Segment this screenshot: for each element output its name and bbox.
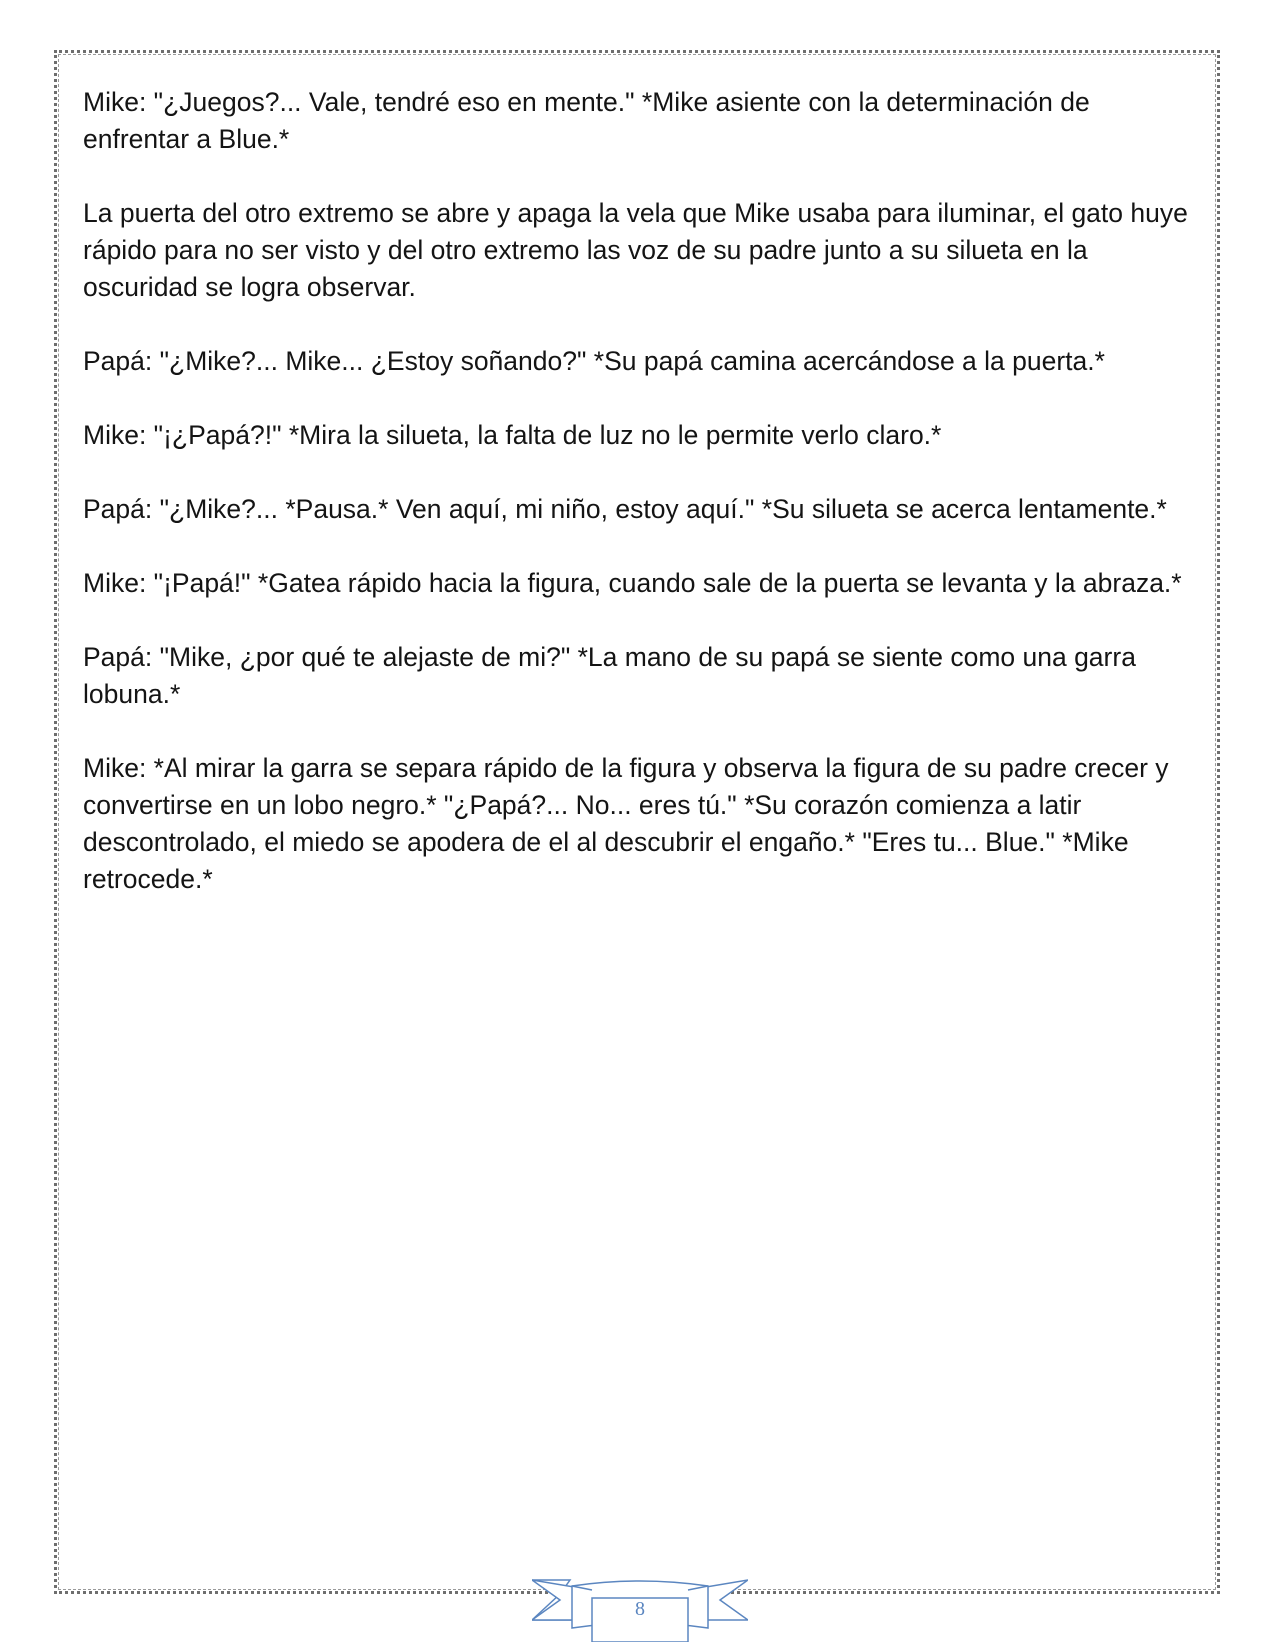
paragraph-4: Mike: "¡¿Papá?!" *Mira la silueta, la falta de luz no le permite verlo claro.* bbox=[83, 420, 942, 450]
page-number: 8 bbox=[635, 1598, 645, 1620]
paragraph-7: Papá: "Mike, ¿por qué te alejaste de mi?" *La mano de su papá se siente como una garra lobuna.* bbox=[83, 642, 1136, 709]
paragraph-5: Papá: "¿Mike?... *Pausa.* Ven aquí, mi niño, estoy aquí." *Su silueta se acerca lentamente.* bbox=[83, 494, 1167, 524]
paragraph-3: Papá: "¿Mike?... Mike... ¿Estoy soñando?" *Su papá camina acercándose a la puerta.* bbox=[83, 346, 1105, 376]
page-number-footer bbox=[532, 1572, 748, 1642]
paragraph-1: Mike: "¿Juegos?... Vale, tendré eso en mente." *Mike asiente con la determinación de enfrentar a Blue.* bbox=[83, 87, 1090, 154]
paragraph-8: Mike: *Al mirar la garra se separa rápido de la figura y observa la figura de su padre crecer y convertirse en un lobo negro.* "¿Papá?... No... eres tú." *Su corazón comienza a latir descontrolado, el miedo se apodera de el al descubrir el engaño.* "Eres tu... Blue." *Mike retrocede.* bbox=[83, 753, 1169, 894]
document-body bbox=[83, 84, 1203, 935]
paragraph-6: Mike: "¡Papá!" *Gatea rápido hacia la figura, cuando sale de la puerta se levanta y la abraza.* bbox=[83, 568, 1182, 598]
paragraph-2: La puerta del otro extremo se abre y apaga la vela que Mike usaba para iluminar, el gato huye rápido para no ser visto y del otro extremo las voz de su padre junto a su silueta en la oscuridad se logra observar. bbox=[83, 198, 1188, 302]
